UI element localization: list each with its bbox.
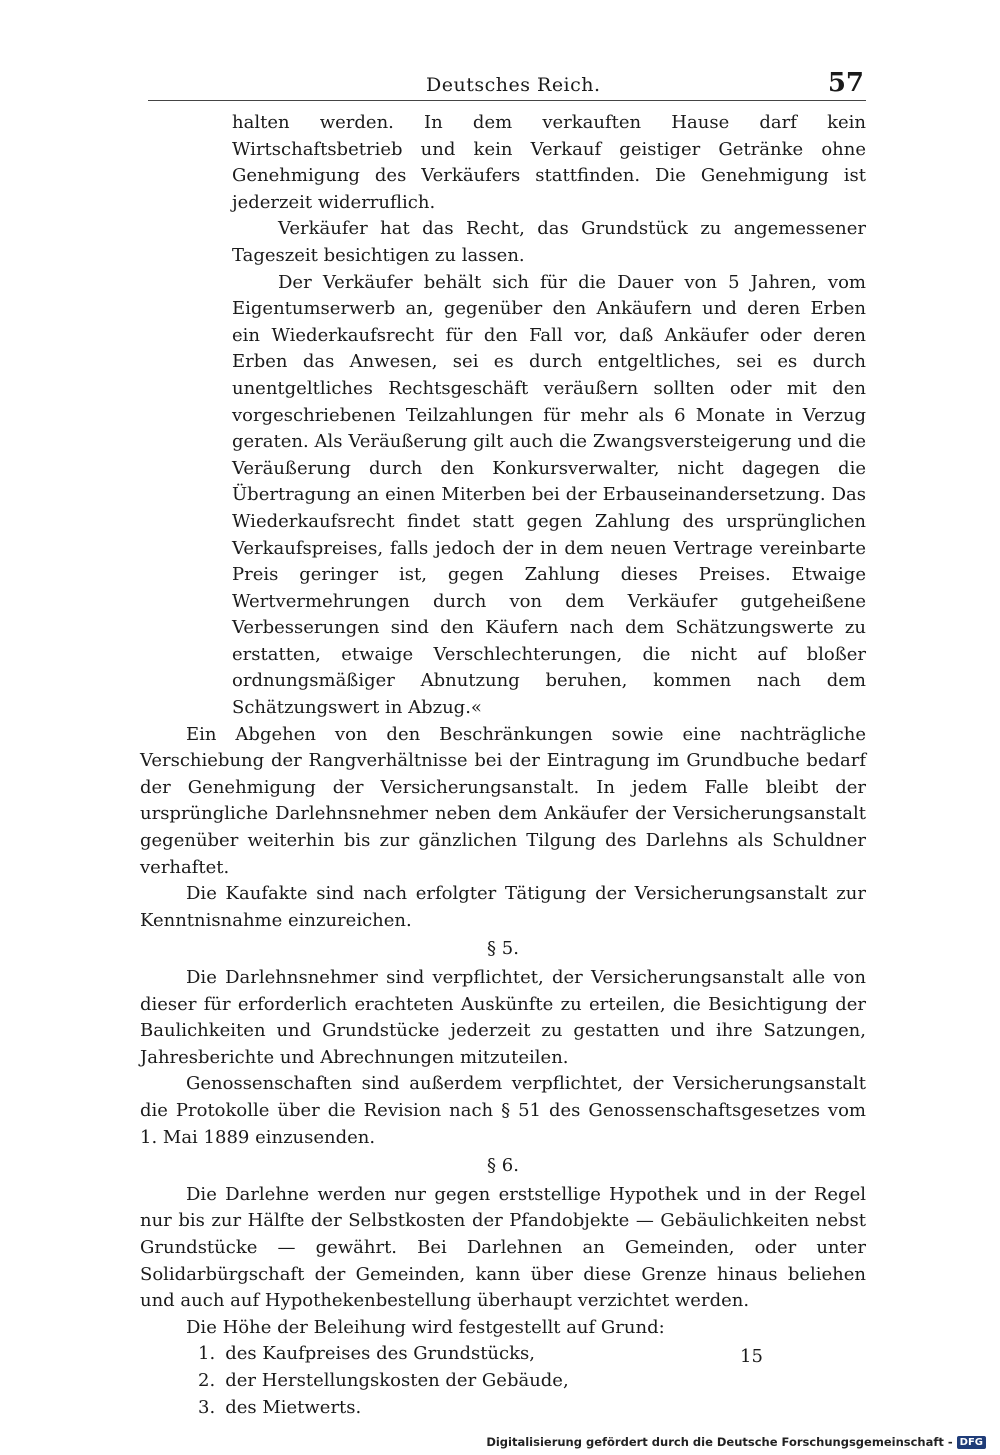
digitization-text: Digitalisierung gefördert durch die Deutsche Forschungsgemeinschaft - — [486, 1435, 953, 1449]
list-item-number: 2. — [198, 1369, 216, 1391]
section-heading-5: § 5. — [487, 938, 519, 960]
header-rule — [148, 100, 866, 101]
paragraph: halten werden. In dem verkauften Hause darf kein Wirtschaftsbetrieb und kein Verkauf geistiger Getränke ohne Genehmigung des Verkäufers stattfinden. Die Genehmigung ist jederzeit widerruflich. — [232, 112, 866, 213]
paragraph: Genossenschaften sind außerdem verpflichtet, der Versicherungsanstalt die Protokolle über die Revision nach § 51 des Genossenschaftsgesetzes vom 1. Mai 1889 einzusenden. — [140, 1073, 866, 1148]
page-header — [148, 62, 866, 102]
list-item-text: des Mietwerts. — [225, 1396, 362, 1418]
paragraph: Die Darlehne werden nur gegen erststellige Hypothek und in der Regel nur bis zur Hälfte der Selbstkosten der Pfandobjekte — Gebäulichkeiten nebst Grundstücke — gewährt. Bei Darlehnen an Gemeinden, oder unter Solidarbürgschaft der Gemeinden, kann über diese Grenze hinaus beliehen und auch auf Hypothekenbestellung überhaupt verzichtet werden. — [140, 1183, 866, 1312]
paragraph: Verkäufer hat das Recht, das Grundstück zu angemessener Tageszeit besichtigen zu lassen. — [232, 218, 866, 266]
list-item-number: 1. — [198, 1343, 216, 1365]
section-heading-6: § 6. — [487, 1155, 519, 1177]
dfg-logo: DFG — [957, 1436, 986, 1449]
signature-mark: 15 — [740, 1346, 763, 1367]
paragraph: Ein Abgehen von den Beschränkungen sowie eine nachträgliche Verschiebung der Rangverhältnisse bei der Eintragung im Grundbuche bedarf der Genehmigung der Versicherungsanstalt. In jedem Falle bleibt der ursprüngliche Darlehnsnehmer neben dem Ankäufer der Versicherungsanstalt gegenüber weiterhin bis zur gänzlichen Tilgung des Darlehns als Schuldner verhaftet. — [140, 723, 866, 878]
page-number: 57 — [827, 68, 864, 98]
body-text — [140, 110, 866, 1421]
list-item-text: des Kaufpreises des Grundstücks, — [225, 1343, 535, 1365]
list-item-number: 3. — [198, 1396, 216, 1418]
running-title: Deutsches Reich. — [426, 74, 601, 96]
list-item-text: der Herstellungskosten der Gebäude, — [225, 1369, 569, 1391]
paragraph: Die Darlehnsnehmer sind verpflichtet, der Versicherungsanstalt alle von dieser für erforderlich erachteten Auskünfte zu erteilen, die Besichtigung der Baulichkeiten und Grundstücke jederzeit zu gestatten und ihre Satzungen, Jahresberichte und Abrechnungen mitzuteilen. — [140, 967, 866, 1068]
list-item — [198, 1341, 866, 1368]
list-item — [198, 1395, 866, 1422]
paragraph: Die Höhe der Beleihung wird festgestellt auf Grund: — [186, 1316, 665, 1338]
paragraph: Der Verkäufer behält sich für die Dauer von 5 Jahren, vom Eigentumserwerb an, gegenüber den Ankäufern und deren Erben ein Wiederkaufsrecht für den Fall vor, daß Ankäufer oder deren Erben das Anwesen, sei es durch entgeltliches, sei es durch unentgeltliches Rechtsgeschäft veräußern sollten oder mit den vorgeschriebenen Teilzahlungen für mehr als 6 Monate in Verzug geraten. Als Veräußerung gilt auch die Zwangsversteigerung und die Veräußerung durch den Konkursverwalter, nicht dagegen die Übertragung an einen Miterben bei der Erbauseinandersetzung. Das Wiederkaufsrecht findet statt gegen Zahlung des ursprünglichen Verkaufspreises, falls jedoch der in dem neuen Vertrage vereinbarte Preis geringer ist, gegen Zahlung dieses Preises. Etwaige Wertvermehrungen durch von dem Verkäufer gutgeheißene Verbesserungen sind den Käufern nach dem Schätzungswerte zu erstatten, etwaige Verschlechterungen, die nicht auf bloßer ordnungsmäßiger Abnutzung beruhen, kommen nach dem Schätzungswert in Abzug.« — [232, 271, 866, 719]
digitization-note — [486, 1435, 986, 1449]
quoted-contract-text — [140, 110, 866, 722]
paragraph: Die Kaufakte sind nach erfolgter Tätigung der Versicherungsanstalt zur Kenntnisnahme einzureichen. — [140, 883, 866, 931]
list-item — [198, 1368, 866, 1395]
